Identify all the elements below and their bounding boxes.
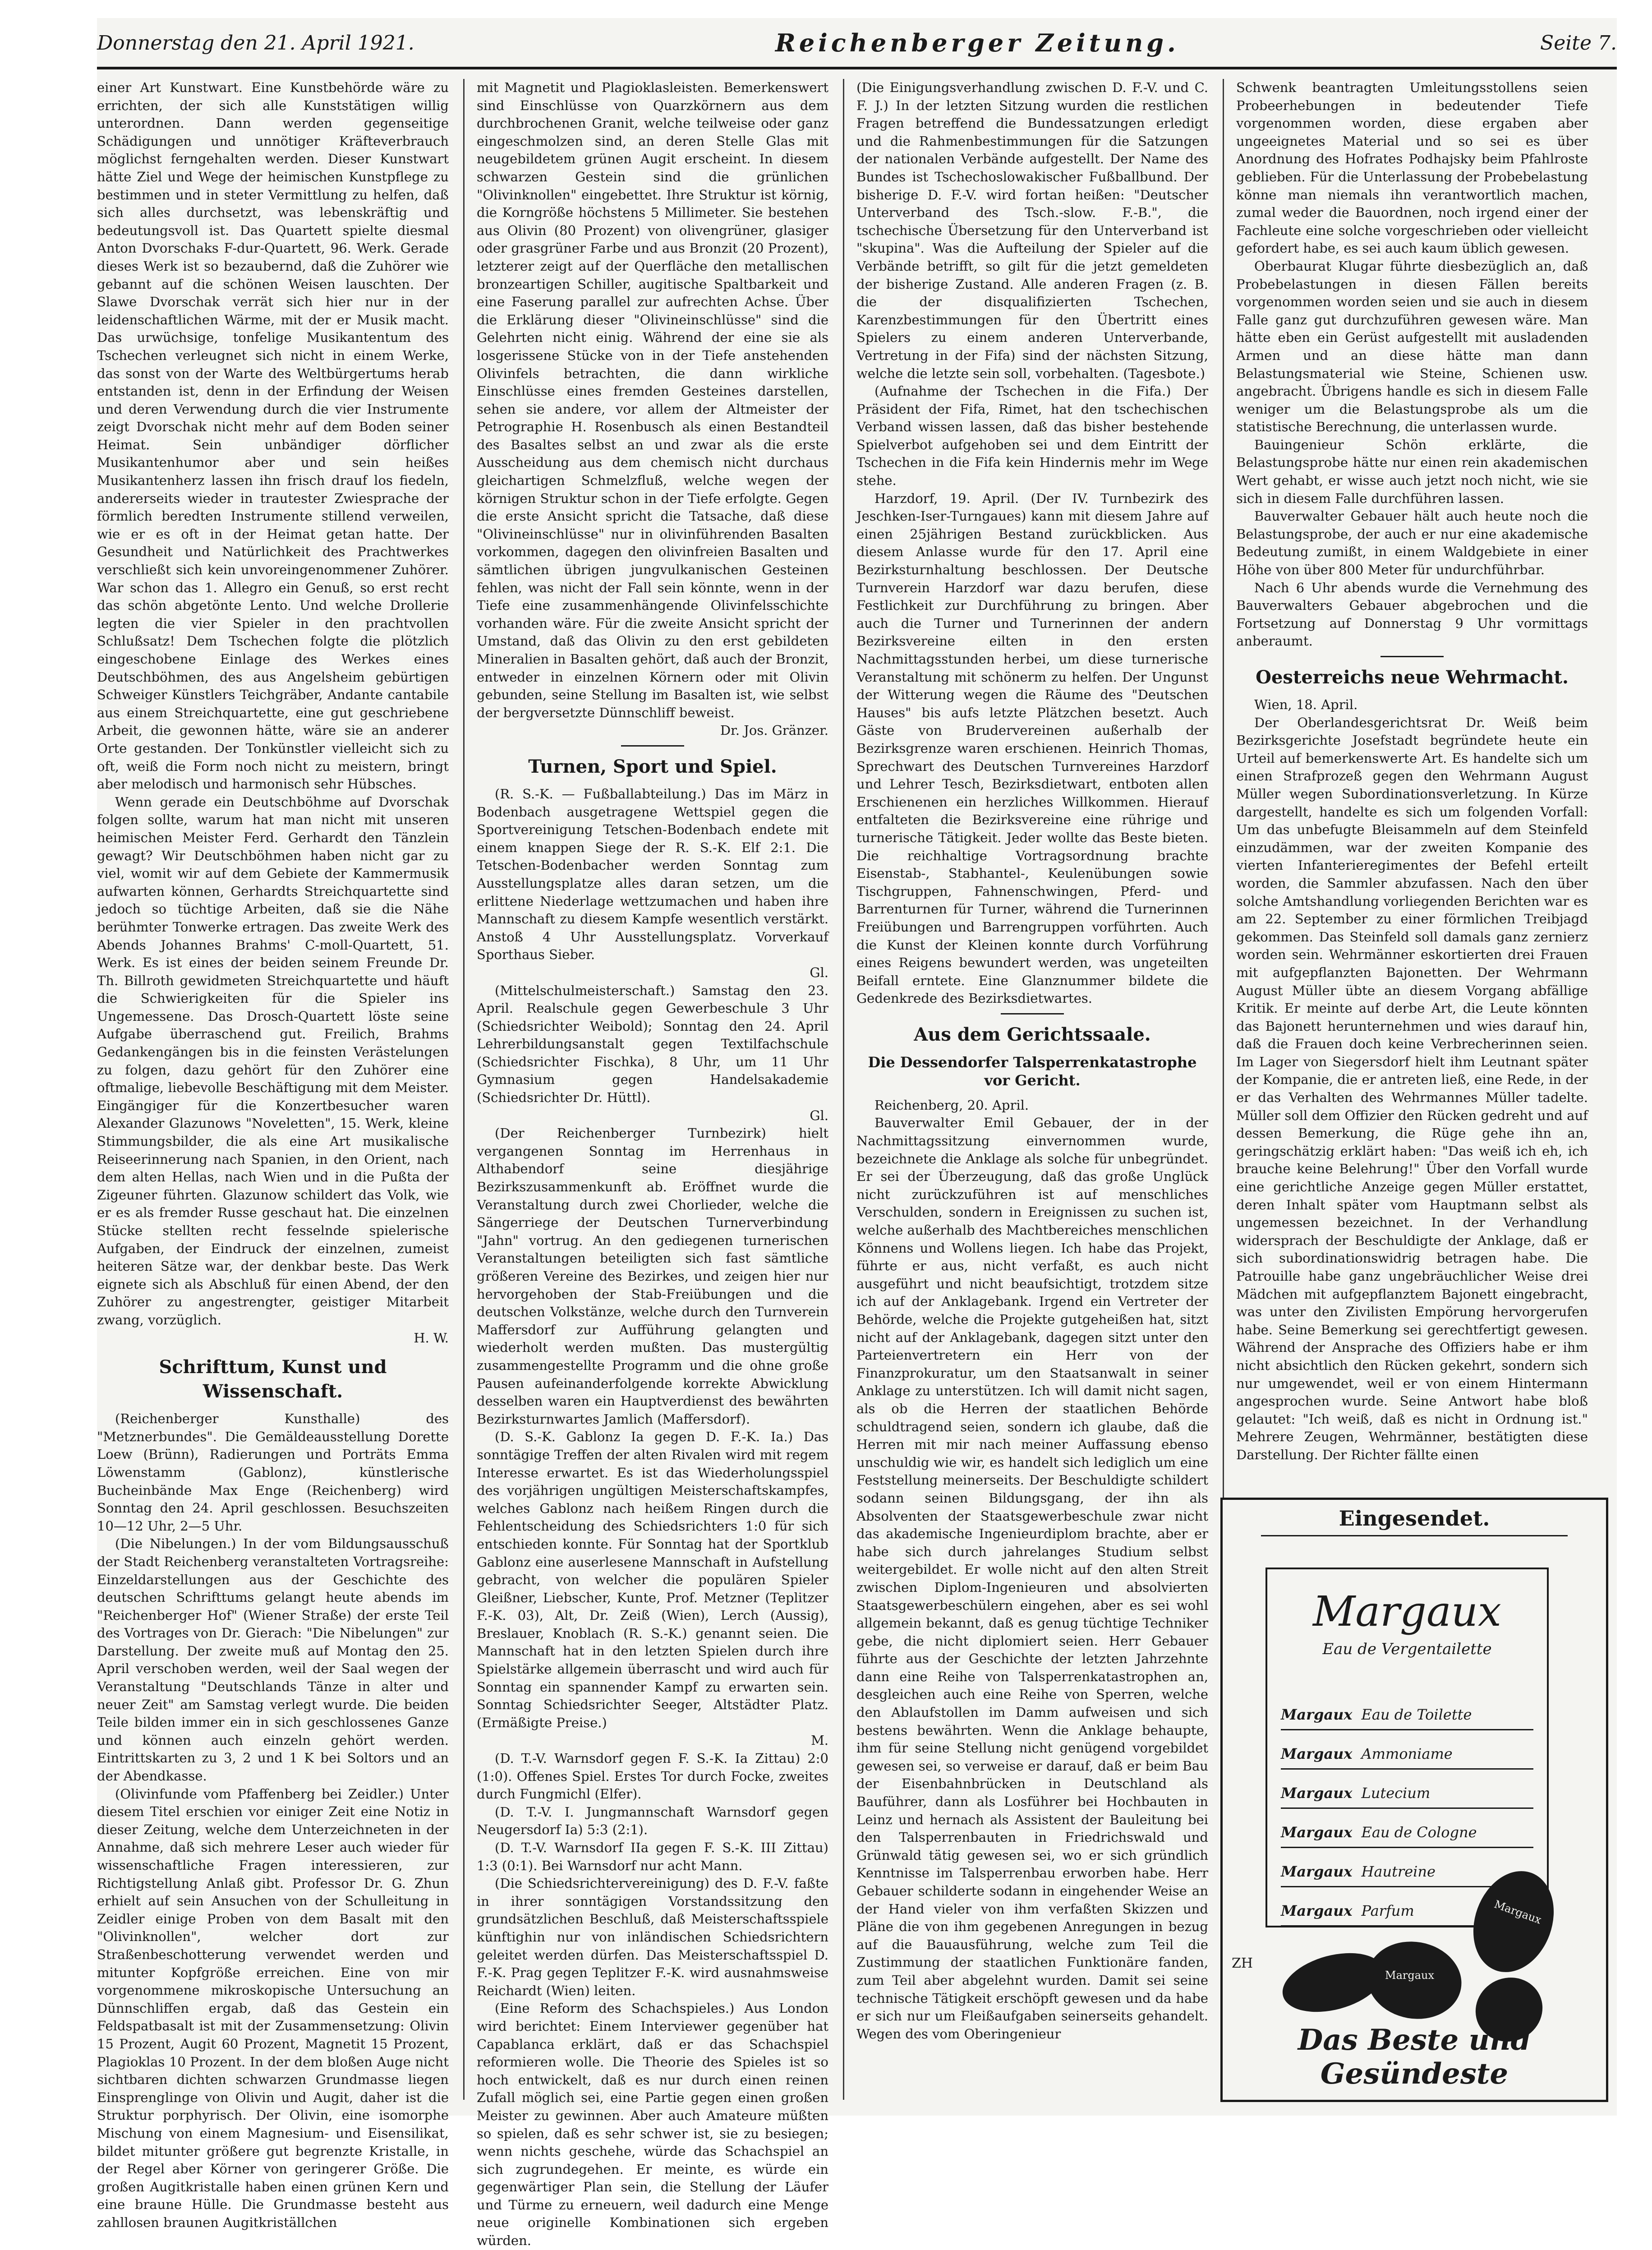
col2-signature-4: M. (811, 1733, 828, 1748)
col4-paragraph-5: Nach 6 Uhr abends wurde die Vernehmung des Bauverwalters Gebauer abgebrochen und die Fortsetzung auf Donnerstag 9 Uhr vormittags anberaumt. (1236, 580, 1588, 649)
page-header (97, 23, 1617, 63)
col1-paragraph-4: (Die Nibelungen.) In der vom Bildungsausschuß der Stadt Reichenberg veranstalteten Vortragsreihe: Einzeldarstellungen aus der Geschichte des deutschen Schrifttums gelangt heute abends im "Reichenberger Hof" (Wiener Straße) der erste Teil des Vortrages von Dr. Gierach: "Die Nibelungen" zur Darstellung. Der zweite muß auf Montag den 25. April verschoben werden, weil der Saal wegen der Veranstaltung "Deutschlands Tänze in alter und neuer Zeit" am Samstag verlegt wurde. Die beiden Teile bilden immer ein in sich geschlossenes Ganze und können auch einzeln gehört werden. Eintrittskarten zu 3, 2 und 1 K bei Soltors und an der Abendkasse. (97, 1536, 449, 1784)
ad-product-panel (1265, 1568, 1549, 1927)
column-divider-1 (463, 79, 465, 2100)
col2-divider (621, 745, 684, 747)
col4-paragraph-1: Schwenk beantragten Umleitungsstollens seien Probeerhebungen in bedeutender Tiefe vorgenommen worden, diese ergaben aber ungeeignetes Material und so sei es über Anordnung des Hofrates Podhajsky beim Pfahlroste geblieben. Für die Unterlassung der Probebelastung könne man niemals ihn verantwortlich machen, zumal weder die Bauordnen, noch irgend einer der Fachleute eine solche vorgeschrieben oder vielleicht gefordert habe, es sei auch kaum üblich gewesen. (1236, 80, 1588, 256)
col2-signature-3: Gl. (810, 1107, 828, 1123)
ad-product-item: Margaux Eau de Cologne (1281, 1818, 1533, 1848)
ad-heading-rule (1261, 1535, 1568, 1536)
ad-slogan: Das Beste und Gesündeste (1298, 2023, 1531, 2091)
col2-paragraph-5: (D. S.-K. Gablonz Ia gegen D. F.-K. Ia.) Das sonntägige Treffen der alten Rivalen wird mit regem Interesse erwartet. Es ist das Wiederholungsspiel des vorjährigen ungültigen Meisterschaftskampfes, welches Gablonz nach heißem Ringen durch die Fehlentscheidung des Schiedsrichters 1:0 für sich entschieden konnte. Für Sonntag hat der Sportklub Gablonz eine auserlesene Mannschaft in Aufstellung gebracht, von welcher die populären Spieler Gleißner, Liebscher, Kunte, Prof. Metzner (Teplitzer F.-K. 03), Alt, Dr. Zeiß (Wien), Lerch (Aussig), Breslauer, Knoblach (R. S.-K.) genannt seien. Die Mannschaft hat in den letzten Spielen durch ihre Spielstärke allgemein überrascht und wird auch für Sonntag ein spannender Kampf zu erwarten sein. Sonntag Schiedsrichter Seeger, Altstädter Platz. (Ermäßigte Preise.) (477, 1429, 828, 1730)
col2-paragraph-9: (Die Schiedsrichtervereinigung) des D. F.-V. faßte in ihrer sonntägigen Vorstandssitzung den grundsätzlichen Beschluß, daß Meisterschaftsspiele künftighin nur von inländischen Schiedsrichtern geleitet werden dürfen. Das Meisterschaftsspiel D. F.-K. Prag gegen Teplitzer F.-K. wird ausnahmsweise Reichardt (Wien) leiten. (477, 1876, 828, 1998)
col2-paragraph-7: (D. T.-V. I. Jungmannschaft Warnsdorf gegen Neugersdorf Ia) 5:3 (2:1). (477, 1804, 828, 1838)
col2-paragraph-2: (R. S.-K. — Fußballabteilung.) Das im März in Bodenbach ausgetragene Wettspiel gegen die Sportvereinigung Tetschen-Bodenbach endete mit einem knappen Siege der R. S.-K. Elf 2:1. Die Tetschen-Bodenbacher werden Sonntag zum Ausstellungsplatze alles daran setzen, um die erlittene Niederlage wettzumachen und haben ihre Mannschaft zu diesem Kampfe wesentlich verstärkt. Anstoß 4 Uhr Ausstellungsplatz. Vorverkauf Sporthaus Sieber. (477, 786, 828, 963)
soap-bar-label: Margaux (1385, 1969, 1435, 1982)
ad-product-item: Margaux Lutecium (1281, 1779, 1533, 1809)
col3-paragraph-2: (Aufnahme der Tschechen in die Fifa.) Der Präsident der Fifa, Rimet, hat den tschechischen Verband wissen lassen, daß das bisher bestehende Spielverbot aufgehoben sei und dem Eintritt der Tschechen in die Fifa kein Hindernis mehr im Wege stehe. (856, 383, 1208, 489)
col1-paragraph-3: (Reichenberger Kunsthalle) des "Metznerbundes". Die Gemäldeausstellung Dorette Loew (Brünn), Radierungen und Porträts Emma Löwenstamm (Gablonz), künstlerische Bucheinbände Max Enge (Reichenberg) wird Sonntag den 24. April geschlossen. Besuchszeiten 10—12 Uhr, 2—5 Uhr. (97, 1411, 449, 1534)
col2-signature-2: Gl. (810, 964, 828, 980)
header-rule (97, 67, 1617, 69)
soap-bar-label: Margaux (1492, 1898, 1543, 1927)
section-heading-schrifttum: Schrifttum, Kunst und Wissenschaft. (159, 1356, 387, 1402)
col4-paragraph-7: Der Oberlandesgerichtsrat Dr. Weiß beim Bezirksgerichte Josefstadt begründete heute ein Urteil auf bemerkenswerte Art. Es handelte sich um einen Strafprozeß gegen den Wehrmann August Müller wegen Subordinationsverletzung. In Kürze dargestellt, handelte es sich um folgenden Vorfall: Um das unbefugte Bleisammeln auf dem Steinfeld einzudämmen, war der zweiten Kompanie des vierten Infanterieregimentes der Befehl erteilt worden, die Sammler abzufassen. Nach den über solche Amtshandlung vorliegenden Berichten war es am 22. September zu einer förmlichen Treibjagd gekommen. Das Steinfeld soll damals ganz zernierz worden sein. Wehrmänner eskortierten drei Frauen mit aufgepflanzten Bajonetten. Der Wehrmann August Müller übte an diesem Vorgang abfällige Kritik. Er meinte auf derbe Art, die Leute könnten das Bajonett herunternehmen und wies darauf hin, daß die Frauen doch keine Verbrecherinnen seien. Im Lager von Siegersdorf hielt ihm Leutnant später der Kompanie, die er antreten ließ, eine Rede, in der er das Verhalten des Wehrmannes Müller tadelte. Müller soll dem Offizier den Rücken gedreht und auf dessen Bemerkung, die Rüge gehe ihn an, geringschätzig erklärt haben: "Das weiß ich eh, ich brauche keine Belehrung!" Über den Vorfall wurde eine gerichtliche Anzeige gegen Müller erstattet, deren Inhalt später vom Hauptmann selbst als ungemessen bezeichnet. In der Verhandlung widersprach der Beschuldigte der Anklage, daß er sich subordinationswidrig betragen habe. Die Patrouille habe ganz ungebräuchlicher Weise drei Mädchen mit aufgepflanztem Bajonett eingebracht, was unter den Zivilisten Empörung hervorgerufen habe. Seine Bemerkung sei gerechtfertigt gewesen. Während der Ansprache des Offiziers habe er ihm nicht absichtlich den Rücken gekehrt, sondern sich nur umgewendet, weil er von einem Hintermann angesprochen wurde. Seine Antwort habe bloß gelautet: "Ich weiß, daß es nicht in Ordnung ist." Mehrere Zeugen, Wehrmänner, bestätigten diese Darstellung. Der Richter fällte einen (1236, 715, 1588, 1462)
col1-paragraph-2: Wenn gerade ein Deutschböhme auf Dvorschak folgen sollte, warum hat man nicht mit unseren heimischen Meister Ferd. Gerhardt den Tänzlein gewagt? Wir Deutschböhmen haben nicht gar zu viel, womit wir auf dem Gebiete der Kammermusik aufwarten können, Gerhardts Streichquartette sind jedoch so tüchtige Arbeiten, daß sie die Nähe berühmter Tonwerke ertragen. Das zweite Werk des Abends Johannes Brahms' C-moll-Quartett, 51. Werk. Es ist eines der beiden seinem Freunde Dr. Th. Billroth gewidmeten Streichquartette und häuft die Schwierigkeiten für die Spieler ins Ungemessene. Das Drosch-Quartett löste seine Aufgabe überraschend gut. Freilich, Brahms Gedankengängen bis in die feinsten Verästelungen zu folgen, dazu gehört für den Zuhörer eine oftmalige, liebevolle Beschäftigung mit dem Meister. Eingängiger für die Konzertbesucher waren Alexander Glazunows "Noveletten", 15. Werk, kleine Stimmungsbilder, die als eine Art musikalische Reiseerinnerung nach Spanien, in den Orient, nach dem alten Hellas, nach Wien und in die Pußta der Zigeuner führten. Glazunow schildert das Volk, wie er es als fremder Russe geschaut hat. Die einzelnen Stücke stellten recht fesselnde spielerische Aufgaben, der Eindruck der einzelnen, zumeist heiteren Sätze war, der denkbar beste. Das Werk eignete sich als Abschluß für einen Abend, der den Zuhörer zu angestrengter, geistiger Mitarbeit zwang, vorzüglich. (97, 794, 449, 1328)
column-1 (97, 79, 449, 2230)
col3-divider (1001, 1013, 1064, 1014)
column-3 (856, 79, 1208, 2100)
col2-paragraph-10: (Eine Reform des Schachspieles.) Aus London wird berichtet: Einem Interviewer gegenüber hat Capablanca erklärt, daß er das Schachspiel reformieren wolle. Die Theorie des Spieles ist so hoch entwickelt, daß es nur durch einen reinen Zufall möglich sei, eine Partie gegen einen großen Meister zu gewinnen. Aber auch Amateure müßten so spielen, daß es sehr schwer ist, sie zu besiegen; wenn nichts geschehe, würde das Schachspiel an sich zugrundegehen. Er meinte, es würde ein gegenwärtiger Plan sein, die Stellung der Läufer und Türme zu erneuern, weil dadurch eine Menge neue originelle Kombinationen sich ergeben würden. (477, 2001, 828, 2249)
issue-date: Donnerstag den 21. April 1921. (97, 31, 414, 55)
section-subheading-talsperre: Die Dessendorfer Talsperrenkatastrophe vor Gericht. (868, 1053, 1197, 1089)
margaux-advertisement (1220, 1498, 1608, 2102)
col2-signature-1: Dr. Jos. Gränzer. (720, 723, 828, 738)
page-number: Seite 7. (1540, 31, 1617, 55)
col4-dateline: Wien, 18. April. (1254, 697, 1358, 712)
section-heading-wehrmacht: Oesterreichs neue Wehrmacht. (1256, 667, 1569, 688)
column-2 (477, 79, 828, 2249)
column-divider-2 (843, 79, 844, 2100)
col4-paragraph-2: Oberbaurat Klugar führte diesbezüglich an, daß Probebelastungen in diesen Fällen bereits vorgenommen worden seien und sie auch in diesem Falle ganz gut durchzuführen gewesen wäre. Man hätte eben ein Gerüst aufgestellt mit ausladenden Armen und an diese hätte man dann Belastungsmaterial wie Steine, Schienen usw. angebracht. Übrigens handle es sich in diesem Falle weniger um die Belastungsprobe als um die statistische Berechnung, die unterlassen wurde. (1236, 258, 1588, 435)
ad-product-item: Margaux Parfum (1281, 1896, 1533, 1927)
col1-paragraph-5: (Olivinfunde vom Pfaffenberg bei Zeidler.) Unter diesem Titel erschien vor einiger Zeit eine Notiz in dieser Zeitung, welche dem Unterzeichneten in der Annahme, daß sich mehrere Leser auch wieder für wissenschaftliche Fragen interessieren, zur Richtigstellung Anlaß gibt. Professor Dr. G. Zhun erhielt auf sein Ansuchen von der Schulleitung in Zeidler einige Proben von dem Basalt mit den "Olivinknollen", welcher dort zur Straßenbeschotterung verwendet werden und mitunter Kopfgröße erreichen. Eine von mir vorgenommene mikroskopische Untersuchung an Dünnschliffen ergab, daß das Gestein ein Feldspatbasalt ist mit der Zusammensetzung: Olivin 15 Prozent, Augit 60 Prozent, Magnetit 15 Prozent, Plagioklas 10 Prozent. In der dem bloßen Auge nicht sichtbaren dichten schwarzen Grundmasse liegen Einsprenglinge von Olivin und Augit, daher ist die Struktur porphyrisch. Der Olivin, eine isomorphe Mischung von einem Magnesium- und Eisensilikat, bildet mitunter größere gut begrenzte Kristalle, in der Regel aber Körner von geringerer Größe. Die großen Augitkristalle haben einen grünen Kern und eine braune Hülle. Die Grundmasse besteht aus zahllosen braunen Augitkriställchen (97, 1786, 449, 2230)
col3-dateline: Reichenberg, 20. April. (874, 1097, 1029, 1113)
col2-paragraph-4: (Der Reichenberger Turnbezirk) hielt vergangenen Sonntag im Herrenhaus in Althabendorf seine diesjährige Bezirkszusammenkunft ab. Eröffnet wurde die Veranstaltung durch zwei Chorlieder, welche die Sängerriege der Deutschen Turnerverbindung "Jahn" vortrug. An den gediegenen turnerischen Veranstaltungen beteiligten sich fast sämtliche größeren Vereine des Bezirkes, und zeigen hier nur hervorgehoben der Stab-Freiübungen und die deutschen Volkstänze, welche durch den Turnverein Maffersdorf zur Aufführung gelangten und wiederholt werden mußten. Das mustergültig zusammengestellte Programm und die ohne große Pausen aufeinanderfolgende korrekte Abwicklung desselben waren ein Hauptverdienst des bewährten Bezirksturnwartes Jamlich (Maffersdorf). (477, 1125, 828, 1427)
col4-paragraph-4: Bauverwalter Gebauer hält auch heute noch die Belastungsprobe, der auch er nur eine akademische Bedeutung zumißt, in einem Waldgebiete in einer Höhe von über 800 Meter für undurchführbar. (1236, 508, 1588, 578)
ad-logo: Margaux (1313, 1587, 1501, 1636)
section-heading-gerichtssaal: Aus dem Gerichtssaale. (914, 1024, 1151, 1045)
ad-product-item: Margaux Hautreine (1281, 1857, 1533, 1887)
ad-product-item: Margaux Ammoniame (1281, 1739, 1533, 1770)
masthead: Reichenberger Zeitung. (775, 28, 1179, 57)
col3-paragraph-1: (Die Einigungsverhandlung zwischen D. F.-V. und C. F. J.) In der letzten Sitzung wurden die restlichen Fragen betreffend die Bundessatzungen erledigt und die Rahmenbestimmungen für die Satzungen der nationalen Verbände aufgestellt. Der Name des Bundes ist Tschechoslowakischer Fußballbund. Der bisherige D. F.-V. wird fortan heißen: "Deutscher Unterverband des Tsch.-slow. F.-B.", die tschechische Übersetzung für den Unterverband ist "skupina". Was die Aufteilung der Spieler auf die Verbände betrifft, so gilt für die jetzt gemeldeten der bisherige Zustand. Alle anderen Fragen (z. B. die der disqualifizierten Tschechen, Karenzbestimmungen für den Übertritt eines Spielers zu einem anderen Unterverbande, Vertretung in der Fifa) sind der nächsten Sitzung, welche die letzte sein soll, vorbehalten. (Tagesbote.) (856, 80, 1208, 381)
ad-maker-mark: ZH (1232, 1955, 1253, 1971)
ad-product-item: Margaux Eau de Toilette (1281, 1700, 1533, 1730)
col3-paragraph-3: Harzdorf, 19. April. (Der IV. Turnbezirk des Jeschken-Iser-Turngaues) kann mit diesem Jahre auf einen 25jährigen Bestand zurückblicken. Aus diesem Anlasse wurde für den 17. April eine Bezirksturnhaltung beschlossen. Der Deutsche Turnverein Harzdorf war dazu berufen, diese Festlichkeit zur Durchführung zu bringen. Aber auch die Turner und Turnerinnen der andern Bezirksvereine eilten in den ersten Nachmittagsstunden herbei, um diese turnerische Veranstaltung mit schönerm zu helfen. Der Ungunst der Witterung wegen die Räume des "Deutschen Hauses" bis aufs letzte Plätzchen besetzt. Auch Gäste von Brudervereinen außerhalb der Bezirksgrenze waren erschienen. Heinrich Thomas, Sprechwart des Deutschen Turnvereines Harzdorf und Lehrer Tesch, Bezirksdietwart, entboten allen Erschienenen ein herzliches Willkommen. Hierauf entfalteten die Bezirksvereine eine rührige und turnerische Tätigkeit. Jeder wollte das Beste bieten. Die reichhaltige Vortragsordnung brachte Eisenstab-, Stabhantel-, Keulenübungen sowie Tischgruppen, Fahnenschwingen, Pferd- und Barrenturnen für Turner, während die Turnerinnen Freiübungen und Barrengruppen vorführten. Auch die Kunst der Kleinen konnte durch Vorführung eines Reigens bewundert werden, was ungeteilten Beifall erntete. Eine Glanznummer bildete die Gedenkrede des Bezirksdietwartes. (856, 490, 1208, 1006)
newspaper-page (97, 18, 1617, 2249)
col4-paragraph-3: Bauingenieur Schön erklärte, die Belastungsprobe hätte nur einen rein akademischen Wert gehabt, er wisse auch jetzt noch nicht, wie sie sich in diesem Falle durchführen lassen. (1236, 437, 1588, 506)
col2-paragraph-8: (D. T.-V. Warnsdorf IIa gegen F. S.-K. III Zittau) 1:3 (0:1). Bei Warnsdorf nur acht Mann. (477, 1840, 828, 1873)
col3-paragraph-5: Bauverwalter Emil Gebauer, der in der Nachmittagssitzung einvernommen wurde, bezeichnete die Anklage als solche für unbegründet. Er sei der Überzeugung, daß das große Unglück nicht zurückzuführen ist auf menschliches Verschulden, sondern in Ereignissen zu suchen ist, welche außerhalb des Machtbereiches menschlichen Könnens und Wollens liegen. Ich habe das Projekt, führte er aus, nicht verfaßt, es auch nicht ausgeführt und nicht beaufsichtigt, trotzdem sitze ich auf der Anklagebank. Irgend ein Vertreter der Behörde, welche die Projekte gutgeheißen hat, sitzt nicht auf der Anklagebank, dagegen sitzt unter den Parteienvertretern ein Herr von der Finanzprokuratur, um den Staatsanwalt in seiner Anklage zu unterstützen. Ich will damit nicht sagen, als ob die Herren der staatlichen Behörde schuldtragend seien, sondern ich glaube, daß die Herren mit mir nach meiner Auffassung ebenso unschuldig wie wir, es handelt sich lediglich um eine Feststellung meinerseits. Der Beschuldigte schildert sodann seinen Bildungsgang, der ihn als Absolventen der Staatsgewerbeschule zwar nicht das akademische Ingenieurdiplom brachte, aber er habe sich durch jahrelanges Studium selbst weitergebildet. Er wolle nicht auf den alten Streit zwischen Diplom-Ingenieuren und absolvierten Staatsgewerbeschülern eingehen, aber es sei wohl allgemein bekannt, daß es genug tüchtige Techniker gebe, die nicht diplomiert seien. Herr Gebauer führte aus der Geschichte der letzten Jahrzehnte dann eine Reihe von Talsperrenkatastrophen an, desgleichen auch eine Reihe von Sperren, welche den Ablaufstollen im Damm aufweisen und sich bestens bewährten. Wenn die Anklage behaupte, ihm für seine Stellung nicht genügend vorgebildet gewesen sei, so verweise er darauf, daß er beim Bau der Eisenbahnbrücken in Deutschland als Bauführer, dann als Losführer bei Hochbauten in Leinz und hernach als Assistent der Bauleitung bei den Talsperrenbauten in Friedrichswald und Grünwald tätig gewesen sei, wo er sich gründlich Kenntnisse im Talsperrenbau erworben habe. Herr Gebauer schilderte sodann in eingehender Weise an der Hand vieler von ihm verfaßten Skizzen und Pläne die von ihm gegebenen Anregungen in bezug auf die Bauausführung, welche zum Teil die Zustimmung der staatlichen Funktionäre fanden, zum Teil aber abgelehnt wurden. Damit sei seine technische Tätigkeit erschöpft gewesen und da habe er sich nur um Fleißaufgaben seinerseits gehandelt. Wegen des vom Oberingenieur (856, 1115, 1208, 2042)
column-4 (1236, 79, 1588, 1482)
col1-paragraph-1: einer Art Kunstwart. Eine Kunstbehörde wäre zu errichten, der sich alle Kunststätigen willig unterordnen. Dann werden gegenseitige Schädigungen und unnötiger Kräfteverbrauch möglichst ferngehalten werden. Dieser Kunstwart hätte Ziel und Wege der heimischen Kunstpflege zu bestimmen und in steter Vermittlung zu helfen, daß sich alles durchsetzt, was lebenskräftig und bedeutungsvoll ist. Das Quartett spielte diesmal Anton Dvorschaks F-dur-Quartett, 96. Werk. Gerade dieses Werk ist so bezaubernd, daß die Zuhörer wie gebannt auf die schönen Weisen lauschten. Der Slawe Dvorschak verrät sich hier nur in der leidenschaftlichen Wärme, mit der er Musik macht. Das urwüchsige, tonfelige Musikantentum des Tschechen verleugnet sich nicht in einem Werke, das sonst von der Warte des Weltbürgertums herab entstanden ist, denn in der Erfindung der Weisen und deren Verwendung durch die vier Instrumente zeigt Dvorschak nicht mehr auf dem Boden seiner Heimat. Sein unbändiger dörflicher Musikantenhumor aber und sein heißes Musikantenherz lassen ihn frisch drauf los fiedeln, andererseits wieder in trautester Zwiesprache der förmlich beredten Instrumente stillend verweilen, wie er es oft in der Heimat getan hatte. Der Gesundheit und Natürlichkeit des Prachtwerkes verschließt sich kein unvoreingenommener Zuhörer. War schon das 1. Allegro ein Genuß, so erst recht das schön abgetönte Lento. Und welche Drollerie legten die vier Spieler in den prachtvollen Schlußsatz! Dem Tschechen folgte die plötzlich eingeschobene Einlage des Werkes eines Deutschböhmen, des aus Angelsheim gebürtigen Schweiger Künstlers Teichgräber, Andante cantabile aus einem Streichquartette, eine gut geschriebene Arbeit, die gewonnen hätte, wäre sie an anderer Orte gestanden. Der Tonkünstler vielleicht sich zu oft, weiß die Form noch nicht zu meistern, bringt aber melodisch und harmonisch sehr Hübsches. (97, 80, 449, 792)
ad-heading: Eingesendet. (1339, 1506, 1490, 1531)
col1-signature: H. W. (414, 1330, 449, 1346)
section-heading-turnen: Turnen, Sport und Spiel. (528, 756, 777, 777)
ad-tagline: Eau de Vergentailette (1322, 1640, 1492, 1658)
col4-divider (1381, 656, 1444, 657)
col2-paragraph-6: (D. T.-V. Warnsdorf gegen F. S.-K. Ia Zittau) 2:0 (1:0). Offenes Spiel. Erstes Tor durch Focke, zweites durch Fungmichl (Elfer). (477, 1751, 828, 1802)
col2-paragraph-1: mit Magnetit und Plagioklasleisten. Bemerkenswert sind Einschlüsse von Quarzkörnern aus dem durchbrochenen Granit, welche teilweise oder ganz eingeschmolzen sind, an deren Stelle Glas mit neugebildetem grünen Augit erscheint. In diesem schwarzen Gestein sind die grünlichen "Olivinknollen" eingebettet. Ihre Struktur ist körnig, die Korngröße höchstens 5 Millimeter. Sie bestehen aus Olivin (80 Prozent) von olivengrüner, glasiger oder grasgrüner Farbe und aus Bronzit (20 Prozent), letzterer zeigt auf der Querfläche den metallischen bronzeartigen Schiller, augitische Spaltbarkeit und eine Faserung parallel zur aufrechten Achse. Über die Erklärung dieser "Olivineinschlüsse" sind die Gelehrten nicht einig. Während der eine sie als losgerissene Stücke von in der Tiefe anstehenden Olivinfels betrachten, die dann wirkliche Einschlüsse eines fremden Gesteines darstellen, sehen sie andere, vor allem der Altmeister der Petrographie H. Rosenbusch als einen Bestandteil des Basaltes selbst an und zwar als die erste Ausscheidung aus dem chemisch nicht durchaus gleichartigen Schmelzfluß, welche wegen der körnigen Struktur schon in der Tiefe erfolgte. Gegen die erste Ansicht spricht die Tatsache, daß diese "Olivineinschlüsse" nur in olivinführenden Basalten vorkommen, dagegen den olivinfreien Basalten und sämtlichen übrigen jungvulkanischen Gesteinen fehlen, was nicht der Fall sein könnte, wenn in der Tiefe eine zusammenhängende Olivinfelsschichte vorhanden wäre. Für die zweite Ansicht spricht der Umstand, daß das Olivin zu den erst gebildeten Mineralien in Basalten gehört, daß auch der Bronzit, entweder in einzelnen Körnern oder mit Olivin gebunden, seine Stellung im Basalten ist, wie selbst der bergversetzte Dünnschliff beweist. (477, 80, 828, 720)
col2-paragraph-3: (Mittelschulmeisterschaft.) Samstag den 23. April. Realschule gegen Gewerbeschule 3 Uhr (Schiedsrichter Weibold); Sonntag den 24. April Lehrerbildungsanstalt gegen Textilfachschule (Schiedsrichter Fischka), 8 Uhr, um 11 Uhr Gymnasium gegen Handelsakademie (Schiedsrichter Dr. Hüttl). (477, 982, 828, 1106)
